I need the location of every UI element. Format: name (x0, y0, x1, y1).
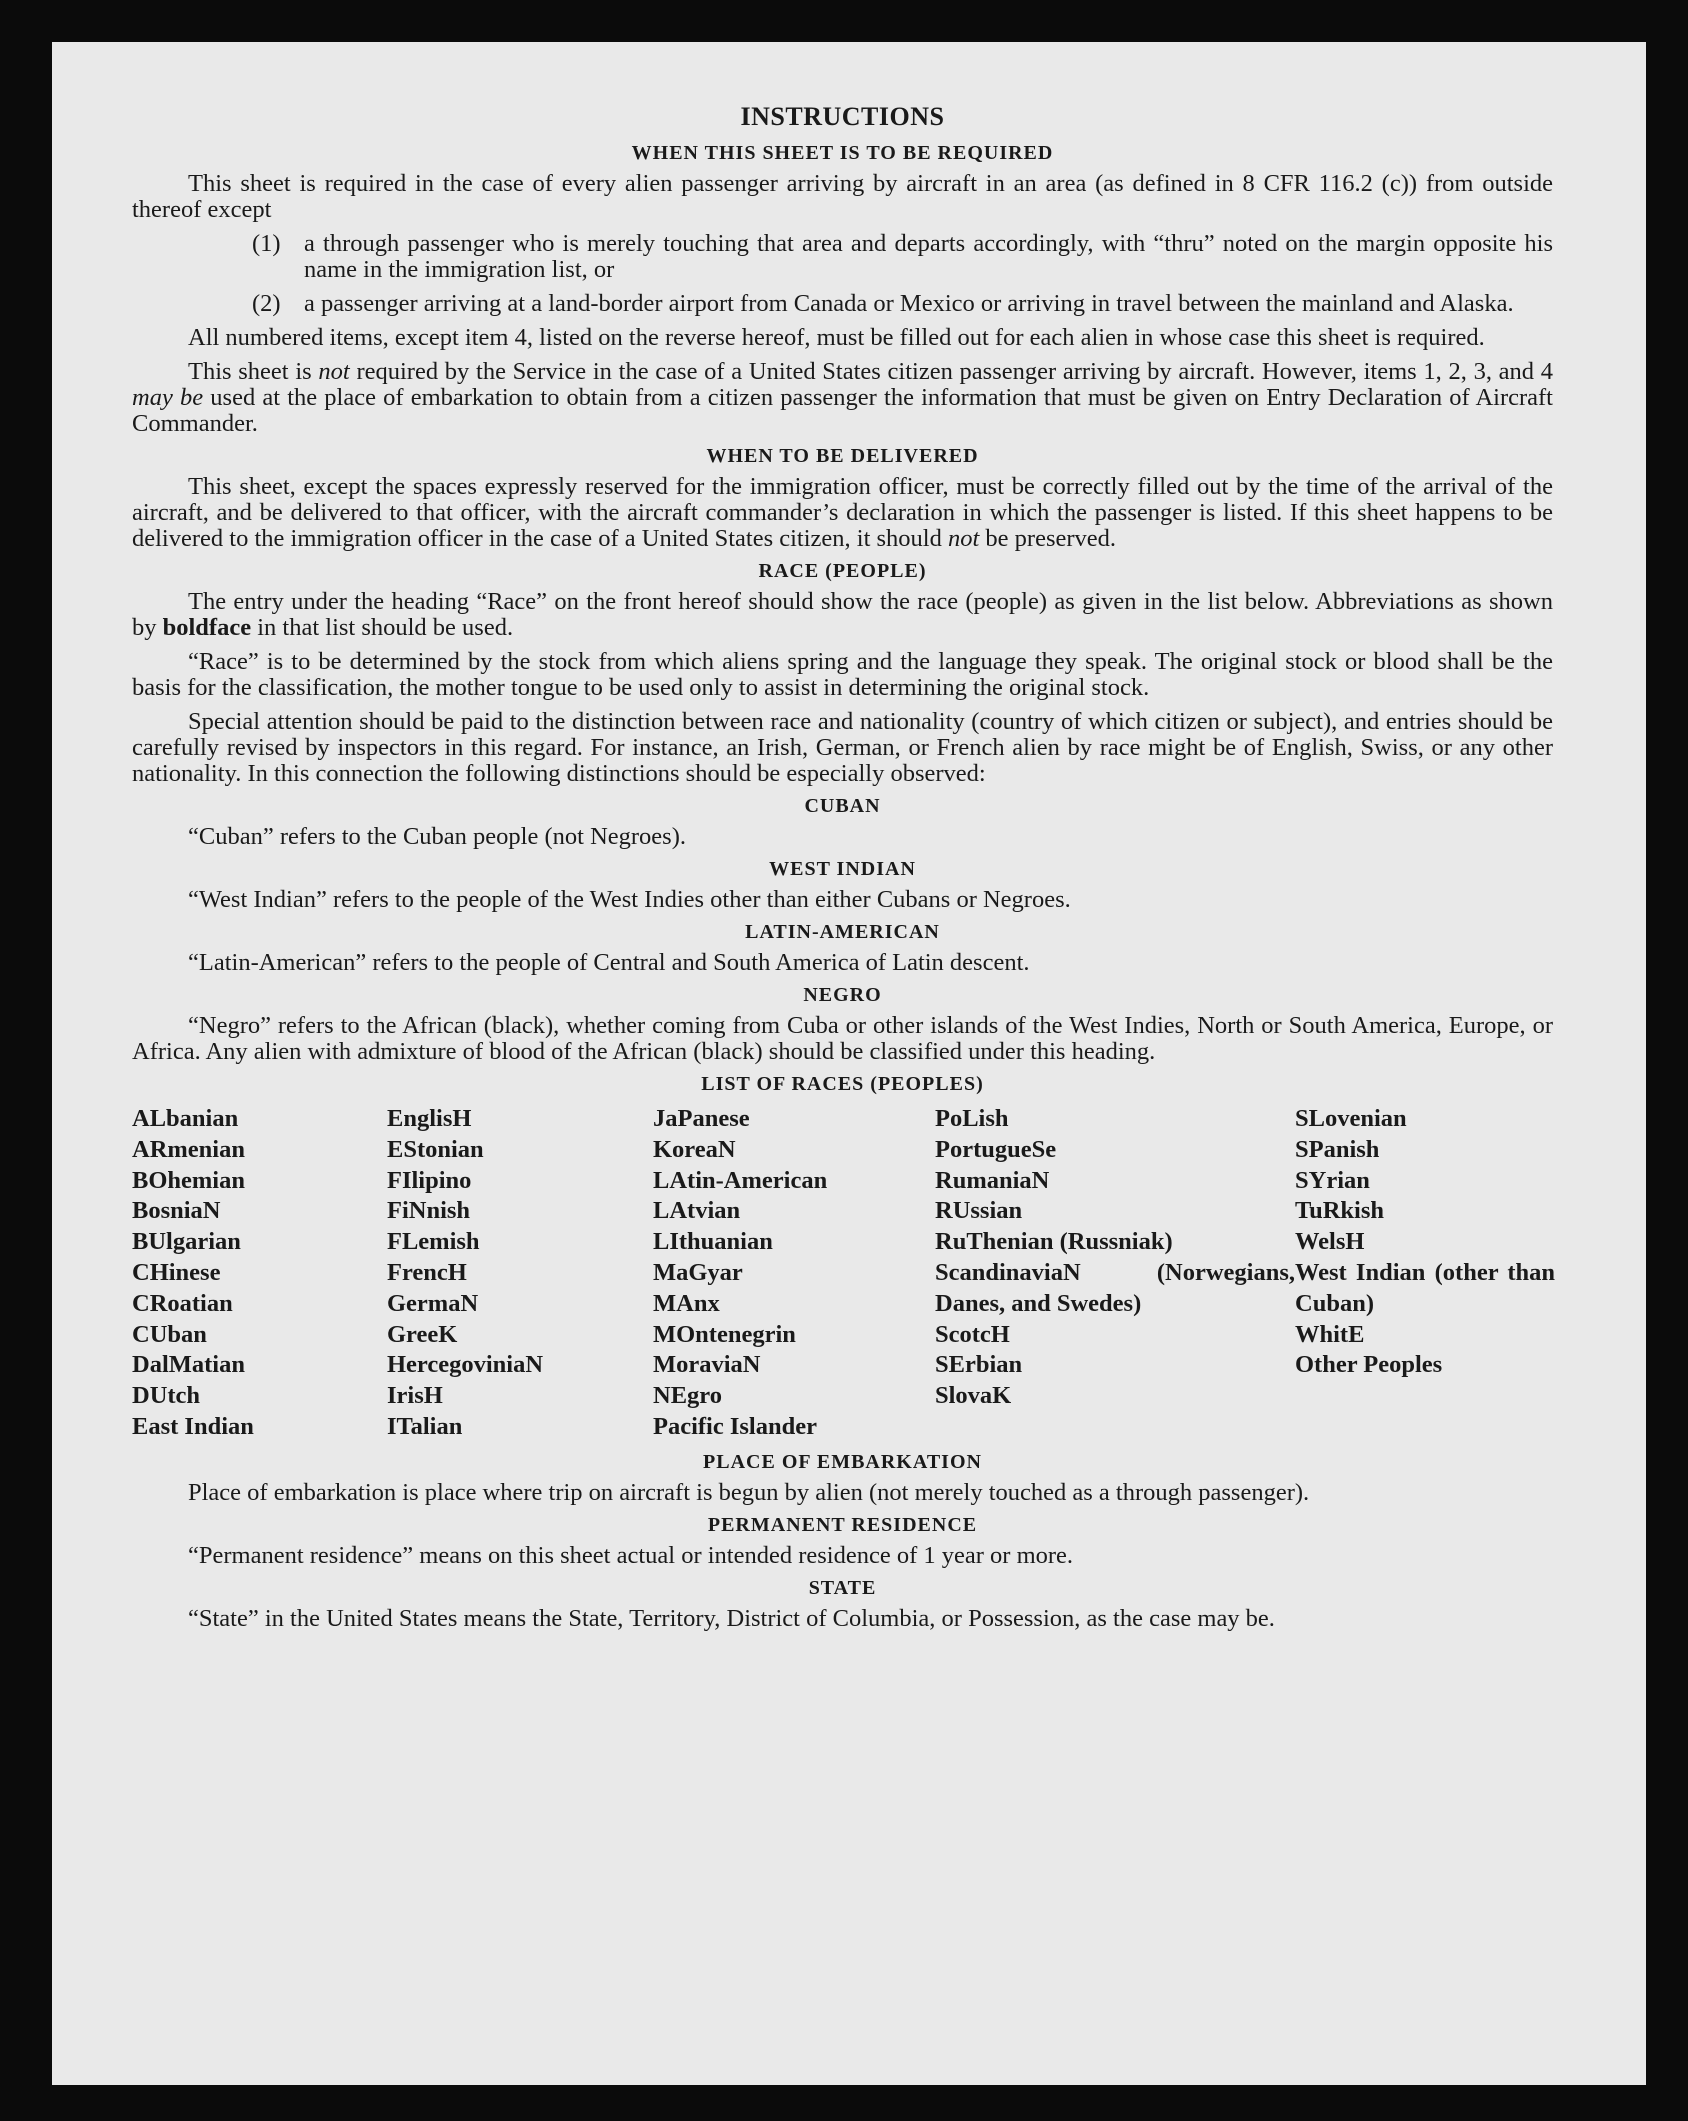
race-entry: NEgro (653, 1382, 722, 1410)
race-entry: SlovaK (935, 1382, 1012, 1410)
text-run: used at the place of embarkation to obtain from a citizen passenger the information that must be given on Entry Declaration of Aircraft Commander. (132, 384, 1553, 437)
paragraph: All numbered items, except item 4, listed on the reverse hereof, must be filled out for each alien in whose case this sheet is required. (188, 324, 1485, 351)
paragraph: “State” in the United States means the State, Territory, District of Columbia, or Possession, as the case may be. (188, 1604, 1275, 1632)
bold-text: boldface (162, 614, 252, 641)
text-run: required by the Service in the case of a United States citizen passenger arriving by aircraft. However, items 1, 2, 3, and 4 (356, 358, 1554, 385)
item-text: a passenger arriving at a land-border airport from Canada or Mexico or arriving in travel between the mainland and Alaska. (304, 290, 1514, 317)
section-heading-required: WHEN THIS SHEET IS TO BE REQUIRED (631, 142, 1054, 164)
race-entry: SLovenian (1295, 1105, 1407, 1132)
section-heading-west-indian: WEST INDIAN (769, 858, 916, 880)
item-number: (1) (252, 230, 281, 257)
race-entry: FLemish (387, 1228, 480, 1256)
race-entry: RumaniaN (935, 1166, 1050, 1194)
race-entry: GreeK (387, 1320, 458, 1348)
races-column-2 (387, 1104, 653, 1443)
paragraph: “Negro” refers to the African (black), whether coming from Cuba or other islands of the West Indies, North or South America, Europe, or Africa. Any alien with admixture of blood of the African (black) should be classified under this heading. (132, 1012, 1553, 1065)
race-entry: BUlgarian (132, 1228, 241, 1256)
section-heading-cuban: CUBAN (804, 795, 881, 817)
race-entry: MoraviaN (653, 1351, 761, 1379)
race-entry: DUtch (132, 1382, 201, 1410)
document-page (52, 42, 1646, 2085)
paragraph: “Cuban” refers to the Cuban people (not Negroes). (188, 823, 686, 850)
race-entry: MAnx (653, 1289, 720, 1317)
race-entry: ITalian (387, 1412, 463, 1440)
race-entry: HercegoviniaN (387, 1351, 544, 1379)
race-entry: JaPanese (653, 1105, 750, 1132)
italic-text: not (318, 358, 350, 385)
text-run: in that list should be used. (257, 614, 514, 641)
race-entry: BosniaN (132, 1197, 221, 1225)
paragraph (132, 359, 1553, 437)
race-entry: WhitE (1295, 1320, 1365, 1348)
list-item (252, 231, 1553, 283)
text-run: This sheet, except the spaces expressly reserved for the immigration officer, must be correctly filled out by the time of the arrival of the aircraft, and be delivered to that officer, with the aircraft commander’s declaration in which the passenger is listed. If this sheet happens to be delivered to the immigration officer in the case of a United States citizen, it should (132, 473, 1553, 552)
race-entry: LAtin-American (653, 1166, 828, 1194)
section-heading-state: STATE (808, 1576, 877, 1599)
text-run: be preserved. (985, 525, 1117, 552)
race-entry: CHinese (132, 1258, 221, 1286)
paragraph: Place of embarkation is place where trip on aircraft is begun by alien (not merely touched as a through passenger). (188, 1478, 1310, 1506)
race-entry: EStonian (387, 1135, 484, 1163)
races-list (132, 1104, 1553, 1443)
race-entry: CRoatian (132, 1289, 233, 1317)
race-entry: GermaN (387, 1289, 479, 1317)
race-entry: KoreaN (653, 1135, 736, 1163)
italic-text: not (947, 525, 980, 552)
race-entry: MaGyar (653, 1258, 743, 1286)
race-entry: Other Peoples (1295, 1351, 1443, 1379)
section-heading-delivered: WHEN TO BE DELIVERED (706, 445, 979, 467)
race-entry: West Indian (other than Cuban) (1295, 1258, 1555, 1317)
race-entry: PoLish (935, 1105, 1009, 1132)
paragraph: This sheet is required in the case of every alien passenger arriving by aircraft in an area (as defined in 8 CFR 116.2 (c)) from outside thereof except (132, 170, 1553, 223)
race-entry: Pacific Islander (653, 1412, 817, 1440)
section-heading-list-of-races: LIST OF RACES (PEOPLES) (701, 1073, 984, 1095)
race-entry: FIlipino (387, 1166, 472, 1194)
race-entry: RuThenian (Russniak) (935, 1228, 1173, 1256)
race-entry: FrencH (387, 1258, 467, 1286)
race-entry: TuRkish (1295, 1197, 1385, 1225)
races-column-3 (653, 1104, 935, 1443)
section-heading-latin-american: LATIN-AMERICAN (745, 921, 940, 943)
paragraph: “Race” is to be determined by the stock from which aliens spring and the language they speak. The original stock or blood shall be the basis for the classification, the mother tongue to be used only to assist in determining the original stock. (132, 648, 1553, 701)
race-entry: DalMatian (132, 1351, 245, 1379)
paragraph: “West Indian” refers to the people of the West Indies other than either Cubans or Negroes. (188, 886, 1071, 913)
paragraph: “Permanent residence” means on this sheet actual or intended residence of 1 year or more. (188, 1541, 1074, 1569)
race-entry: IrisH (387, 1382, 443, 1410)
races-column-5 (1295, 1104, 1555, 1443)
races-column-1 (132, 1104, 387, 1443)
text-run: The entry under the heading “Race” on the front hereof should show the race (people) as given in the list below. Abbreviations as shown by (132, 588, 1553, 641)
race-entry: ScotcH (935, 1320, 1010, 1348)
race-entry: CUban (132, 1320, 207, 1348)
race-entry: East Indian (132, 1412, 254, 1440)
race-entry: ARmenian (132, 1135, 245, 1163)
races-column-4 (935, 1104, 1295, 1443)
section-heading-negro: NEGRO (803, 984, 882, 1006)
paragraph (132, 474, 1553, 552)
race-entry: SPanish (1295, 1135, 1380, 1163)
race-entry: LAtvian (653, 1197, 741, 1225)
section-heading-embarkation: PLACE OF EMBARKATION (703, 1450, 982, 1473)
race-entry: PortugueSe (935, 1135, 1057, 1163)
race-entry: BOhemian (132, 1166, 245, 1194)
item-number: (2) (252, 290, 281, 317)
section-heading-race: RACE (PEOPLE) (758, 560, 927, 582)
race-entry: MOntenegrin (653, 1320, 796, 1348)
section-heading-permanent-residence: PERMANENT RESIDENCE (707, 1513, 978, 1536)
race-entry: FiNnish (387, 1197, 471, 1225)
race-entry: SYrian (1295, 1166, 1370, 1194)
race-entry: SErbian (935, 1351, 1023, 1379)
race-entry: RUssian (935, 1197, 1023, 1225)
page-title: INSTRUCTIONS (740, 102, 945, 131)
race-entry: LIthuanian (653, 1228, 773, 1256)
race-entry: EnglisH (387, 1105, 472, 1132)
paragraph (132, 589, 1553, 641)
item-text: a through passenger who is merely touching that area and departs accordingly, with “thru” noted on the margin opposite his name in the immigration list, or (304, 230, 1553, 283)
race-entry: ALbanian (132, 1105, 239, 1132)
race-entry: ScandinaviaN (Norwegians, Danes, and Swedes) (935, 1258, 1295, 1317)
list-item (252, 291, 1553, 317)
text-run: This sheet is (188, 358, 312, 385)
paragraph: “Latin-American” refers to the people of Central and South America of Latin descent. (188, 949, 1030, 976)
italic-text: may be (132, 384, 204, 411)
paragraph: Special attention should be paid to the distinction between race and nationality (country of which citizen or subject), and entries should be carefully revised by inspectors in this regard. For instance, an Irish, German, or French alien by race might be of English, Swiss, or any other nationality. In this connection the following distinctions should be especially observed: (132, 708, 1553, 787)
race-entry: WelsH (1295, 1228, 1365, 1256)
